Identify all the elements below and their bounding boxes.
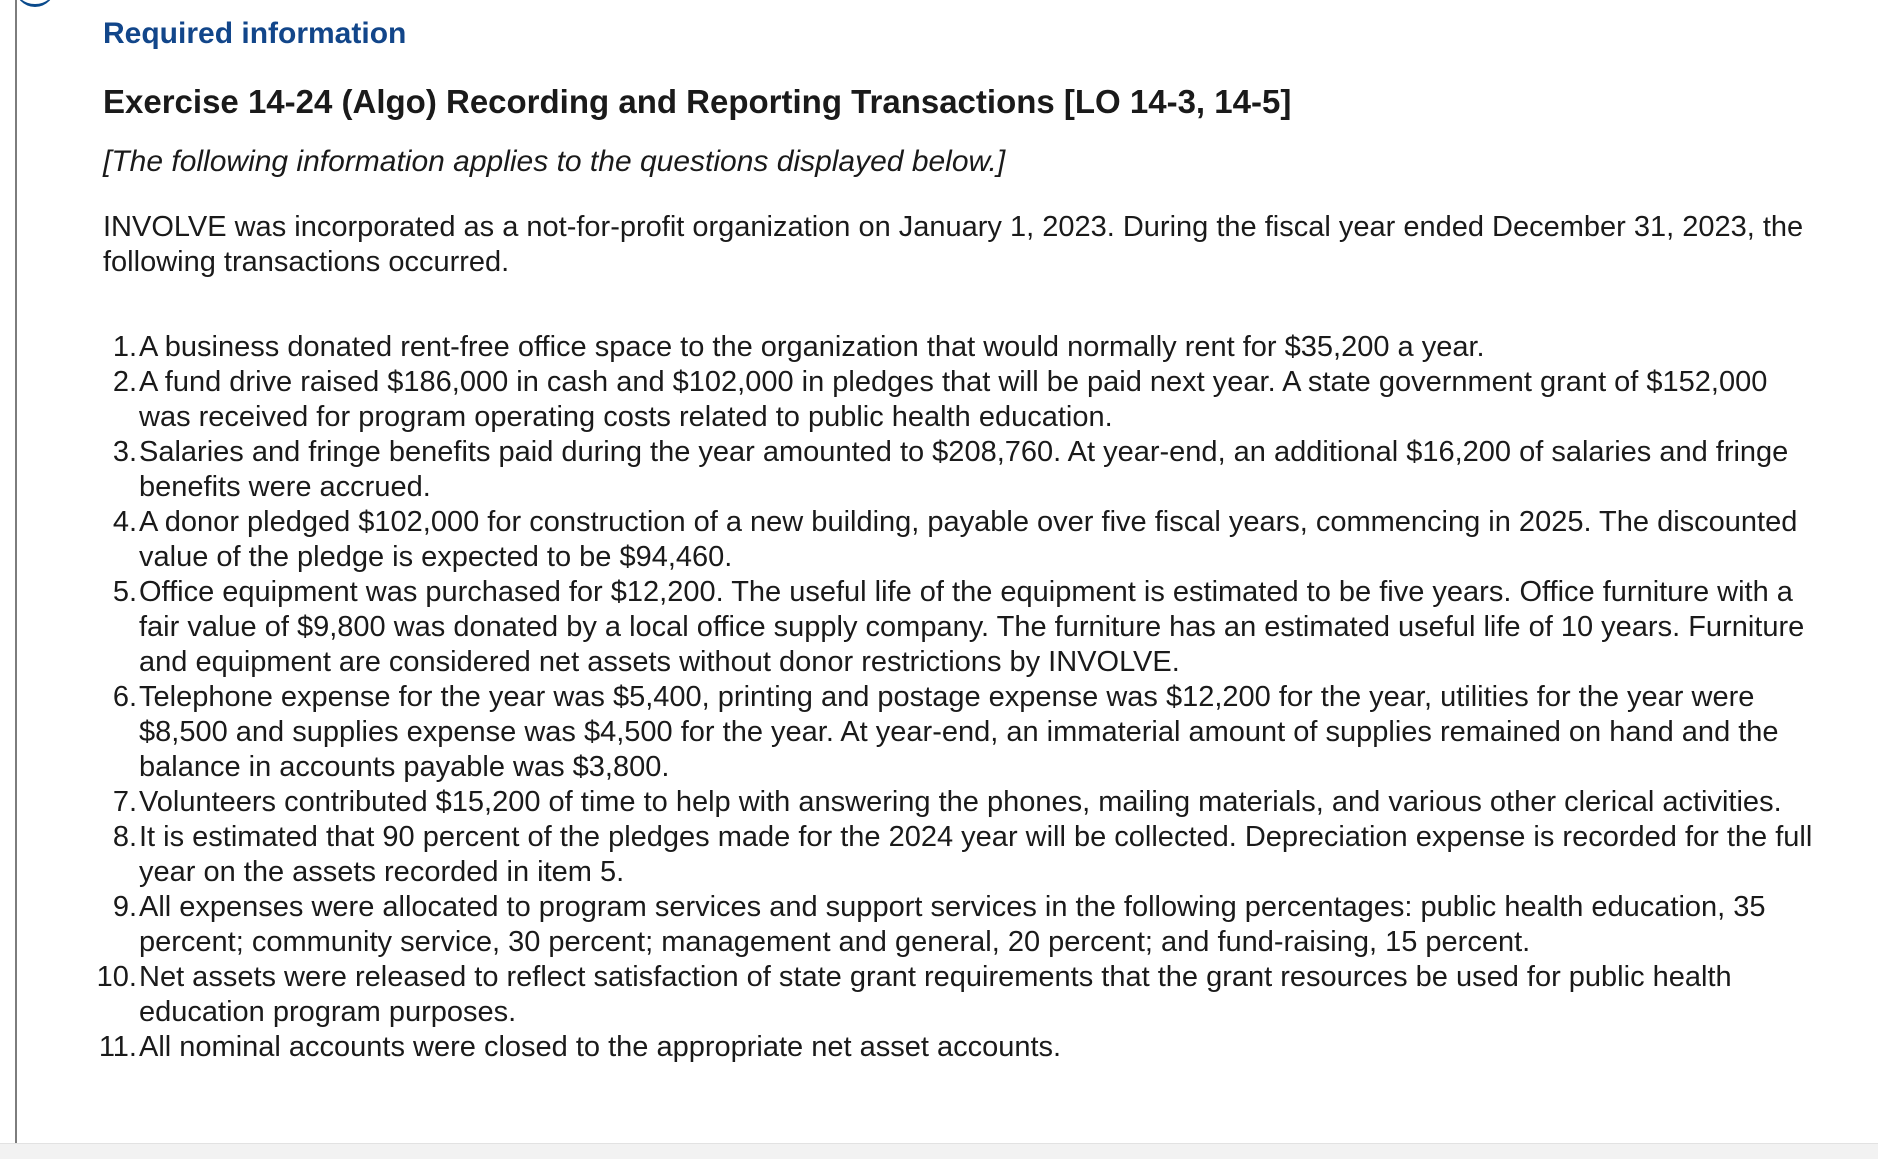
- item-number: 9.: [112, 891, 137, 923]
- item-number: 8.: [112, 821, 137, 853]
- item-text: A business donated rent-free office space to the organization that would normally rent for $35,200 a year.: [139, 331, 1485, 363]
- item-text: It is estimated that 90 percent of the pledges made for the 2024 year will be collected. Depreciation expense is recorded for the full year on the assets recorded in item 5.: [139, 821, 1813, 888]
- list-item: [103, 680, 1823, 785]
- question-content: [96, 14, 1823, 1065]
- item-number: 6.: [112, 681, 137, 713]
- required-information-heading: Required information: [103, 17, 407, 50]
- list-item: [103, 575, 1823, 680]
- item-number: 11.: [98, 1031, 137, 1063]
- list-item: [103, 890, 1823, 960]
- item-number: 3.: [112, 436, 137, 468]
- intro-paragraph: INVOLVE was incorporated as a not-for-profit organization on January 1, 2023. During the fiscal year ended December 31, 2023, the following transactions occurred.: [103, 211, 1804, 278]
- list-item: [103, 505, 1823, 575]
- item-text: Telephone expense for the year was $5,400, printing and postage expense was $12,200 for the year, utilities for the year were $8,500 and supplies expense was $4,500 for the year. At year-end, an immaterial amount of supplies remained on hand and the balance in accounts payable was $3,800.: [139, 681, 1779, 783]
- item-number: 2.: [112, 366, 137, 398]
- list-item: [103, 435, 1823, 505]
- list-item: [96, 960, 1823, 1030]
- corner-decoration: [15, 0, 55, 7]
- item-number: 7.: [112, 786, 137, 818]
- list-item: [103, 785, 1823, 820]
- item-text: Volunteers contributed $15,200 of time to help with answering the phones, mailing materials, and various other clerical activities.: [139, 786, 1782, 818]
- bottom-edge: [0, 1143, 1878, 1159]
- left-border-line: [15, 0, 17, 1143]
- list-item: [103, 365, 1823, 435]
- item-number: 1.: [112, 331, 137, 363]
- list-item: [103, 330, 1823, 365]
- item-number: 5.: [112, 576, 137, 608]
- item-text: All expenses were allocated to program services and support services in the following percentages: public health education, 35 percent; community service, 30 percent; management and general, 20 percent; and fund-raising, 15 percent.: [139, 891, 1766, 958]
- item-text: All nominal accounts were closed to the appropriate net asset accounts.: [139, 1031, 1062, 1063]
- item-text: Salaries and fringe benefits paid during the year amounted to $208,760. At year-end, an additional $16,200 of salaries and fringe benefits were accrued.: [139, 436, 1789, 503]
- item-number: 4.: [112, 506, 137, 538]
- item-text: Office equipment was purchased for $12,200. The useful life of the equipment is estimated to be five years. Office furniture with a fair value of $9,800 was donated by a local office supply company. The furniture has an estimated useful life of 10 years. Furniture and equipment are considered net assets without donor restrictions by INVOLVE.: [139, 576, 1805, 678]
- item-number: 10.: [96, 961, 137, 993]
- list-item: [103, 820, 1823, 890]
- transaction-list: [96, 330, 1823, 1065]
- item-text: Net assets were released to reflect satisfaction of state grant requirements that the grant resources be used for public health education program purposes.: [139, 961, 1732, 1028]
- item-text: A donor pledged $102,000 for construction of a new building, payable over five fiscal years, commencing in 2025. The discounted value of the pledge is expected to be $94,460.: [139, 506, 1798, 573]
- applies-note: [The following information applies to the questions displayed below.]: [103, 145, 1006, 178]
- list-item: [98, 1030, 1823, 1065]
- exercise-title: Exercise 14-24 (Algo) Recording and Reporting Transactions [LO 14-3, 14-5]: [103, 83, 1292, 120]
- item-text: A fund drive raised $186,000 in cash and $102,000 in pledges that will be paid next year. A state government grant of $152,000 was received for program operating costs related to public health education.: [139, 366, 1768, 433]
